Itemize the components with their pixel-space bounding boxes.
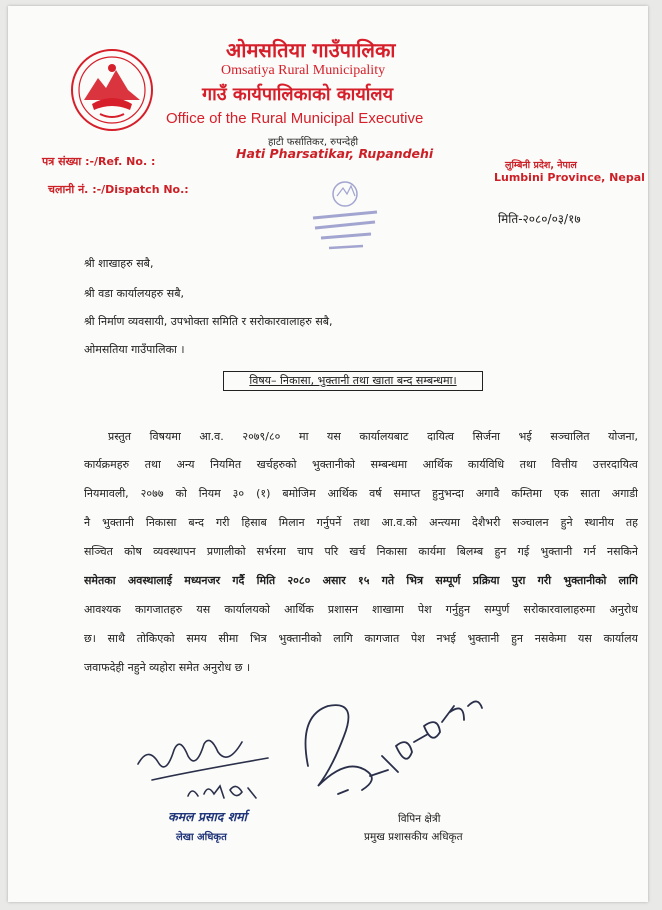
subject-text: विषय– निकासा, भुक्तानी तथा खाता बन्द सम्बन्धमा। [249, 374, 457, 387]
right-signature [278, 676, 498, 826]
municipality-title-nepali: ओमसतिया गाउँपालिका [226, 38, 396, 62]
body-line: नै भुक्तानी निकासा बन्द गरी हिसाब मिलान गर्नुपर्ने तथा आ.व.को अन्त्यमा देशैभरी सञ्चालन हुने स्थानीय तह [84, 516, 638, 529]
body-line: समेतका अवस्थालाई मध्यनजर गर्दै मिति २०८० असार १५ गते भित्र सम्पूर्ण प्रक्रिया पुरा गरी भुक्तानीको लागि [84, 574, 638, 587]
address-nepali: हाटी फर्सातिकर, रुपन्देही [268, 137, 359, 148]
addressee-line: श्री निर्माण व्यवसायी, उपभोक्ता समिति र सरोकारवालाहरु सबै, [84, 315, 333, 328]
office-title-english: Office of the Rural Municipal Executive [166, 110, 424, 127]
body-line: नियमावली, २०७७ को नियम ३० (१) बमोजिम आर्थिक वर्ष समाप्त हुनुभन्दा अगावै कम्तिमा एक साता अगाडी [84, 487, 638, 500]
cao-title: प्रमुख प्रशासकीय अधिकृत [364, 831, 463, 843]
body-line: जवाफदेही नहुने व्यहोरा समेत अनुरोध छ । [84, 661, 251, 674]
body-line: आवश्यक कागजातहरु यस कार्यालयको आर्थिक प्रशासन शाखामा पेश गर्नुहुन सम्पुर्ण सरोकारवालाहरुमा अनुरोध [84, 603, 638, 616]
subject-box [223, 371, 483, 391]
letter-page [8, 6, 648, 902]
municipality-title-english: Omsatiya Rural Municipality [221, 63, 386, 78]
body-line: कार्यक्रमहरु तथा अन्य नियमित खर्चहरुको भुक्तानीको सम्बन्धमा आर्थिक कार्यविधि तथा वित्तीय उत्तरदायित्व [84, 458, 638, 471]
addressee-line: ओमसतिया गाउँपालिका । [84, 343, 185, 356]
body-line: छ। साथै तोकिएको समय सीमा भित्र भुक्तानीको लागि कागजात पेश नभई भुक्तानी हुन नसकेमा यस कार्यालय [84, 632, 638, 645]
addressee-line: श्री शाखाहरु सबै, [84, 257, 154, 270]
dispatch-number: चलानी नं. :-/Dispatch No.: [48, 183, 189, 196]
province-nepali: लुम्बिनी प्रदेश, नेपाल [505, 160, 577, 171]
office-title-nepali: गाउँ कार्यपालिकाको कार्यालय [202, 84, 394, 105]
accounts-officer-title: लेखा अधिकृत [176, 832, 227, 843]
letter-date: मिति-२०८०/०३/१७ [498, 212, 581, 226]
body-line: सञ्चित कोष व्यवस्थापन प्रणालीको सर्भरमा चाप परि खर्च निकासा कार्यमा बिलम्ब हुन गई भुक्तानी गर्न नसकिने [84, 545, 638, 558]
nepal-emblem-logo [70, 48, 154, 132]
address-english: Hati Pharsatikar, Rupandehi [236, 146, 434, 161]
reference-number: पत्र संख्या :-/Ref. No. : [42, 155, 156, 168]
addressee-line: श्री वडा कार्यालयहरु सबै, [84, 287, 184, 300]
cao-name: विपिन क्षेत्री [398, 813, 441, 825]
province-english: Lumbini Province, Nepal [494, 171, 645, 184]
office-stamp [295, 166, 395, 266]
accounts-officer-name: कमल प्रसाद शर्मा [168, 809, 247, 824]
body-line: प्रस्तुत विषयमा आ.व. २०७९/८० मा यस कार्यालयबाट दायित्व सिर्जना भई सञ्चालित योजना, [108, 430, 638, 443]
